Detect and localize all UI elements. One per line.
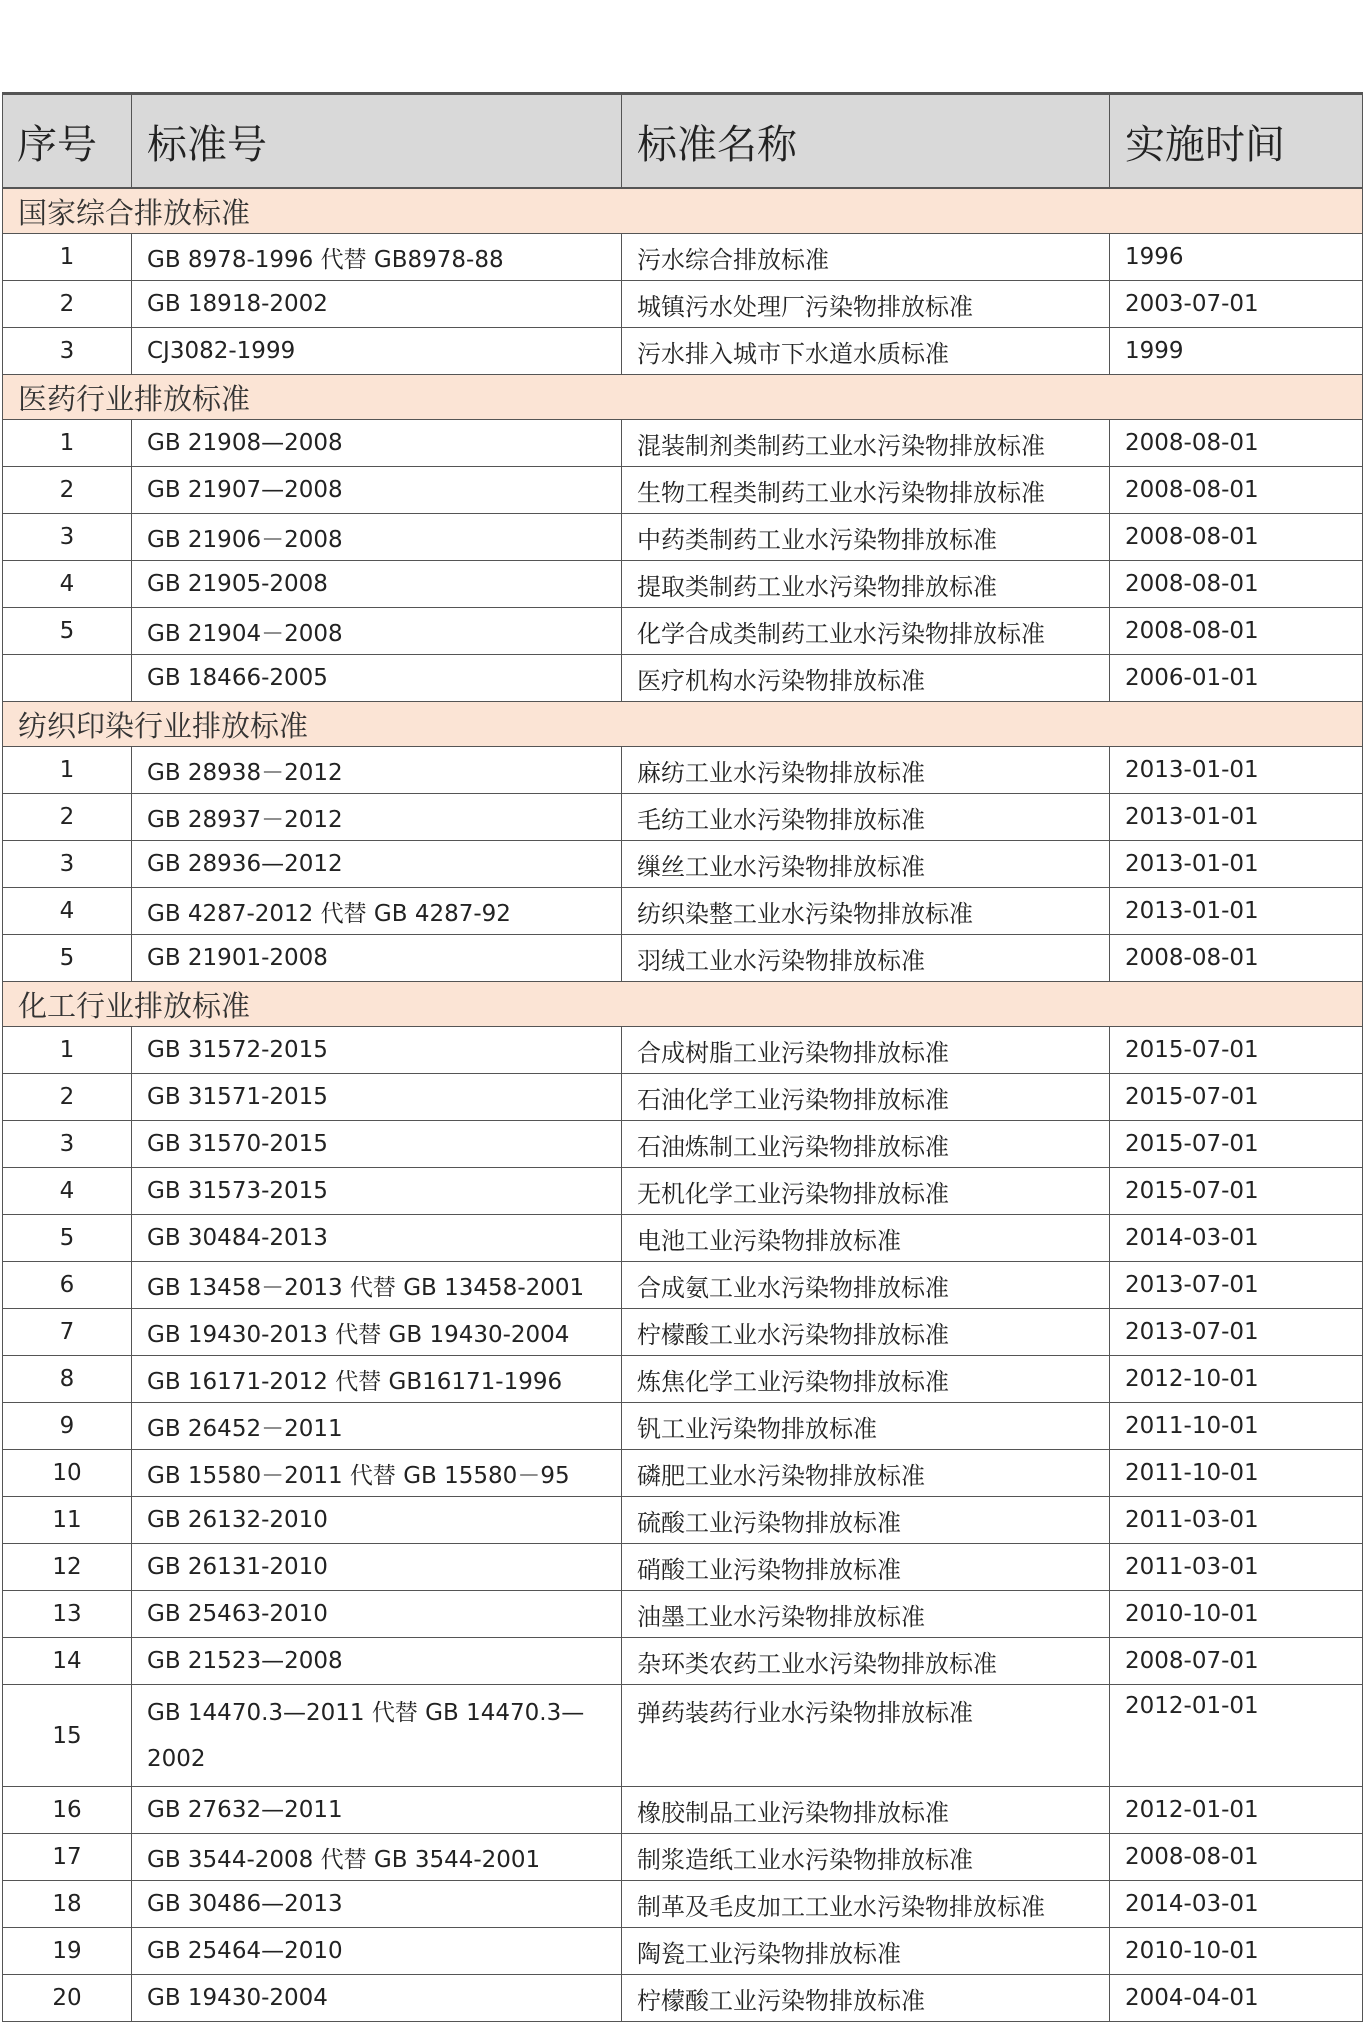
effective-date-cell: 2012-10-01 [1110,1356,1363,1403]
standard-name-cell: 钒工业污染物排放标准 [622,1403,1110,1450]
serial-no-cell: 2 [3,281,132,328]
standard-code-cell: GB 27632—2011 [132,1787,622,1834]
table-row [3,1309,1363,1356]
standard-code-cell: GB 13458－2013 代替 GB 13458-2001 [132,1262,622,1309]
category-title: 化工行业排放标准 [3,982,1363,1027]
effective-date-cell: 2012-01-01 [1110,1787,1363,1834]
effective-date-cell: 2015-07-01 [1110,1027,1363,1074]
standard-code-cell: GB 16171-2012 代替 GB16171-1996 [132,1356,622,1403]
serial-no-cell: 18 [3,1881,132,1928]
serial-no-cell: 4 [3,561,132,608]
effective-date-cell: 2011-03-01 [1110,1544,1363,1591]
serial-no-cell: 2 [3,794,132,841]
serial-no-cell: 5 [3,1215,132,1262]
serial-no-cell: 1 [3,420,132,467]
serial-no-cell: 2 [3,467,132,514]
effective-date-cell: 2013-07-01 [1110,1309,1363,1356]
standard-name-cell: 柠檬酸工业污染物排放标准 [622,1975,1110,2022]
effective-date-cell: 2008-08-01 [1110,1834,1363,1881]
effective-date-cell: 2008-07-01 [1110,1638,1363,1685]
standard-code-cell: GB 18466-2005 [132,655,622,702]
effective-date-cell: 2003-07-01 [1110,281,1363,328]
standard-code-cell: GB 21901-2008 [132,935,622,982]
standard-code-cell: GB 25463-2010 [132,1591,622,1638]
table-row [3,1638,1363,1685]
table-row [3,1544,1363,1591]
category-row [3,188,1363,234]
category-row [3,702,1363,747]
table-row [3,1262,1363,1309]
standard-code-cell: GB 25464—2010 [132,1928,622,1975]
standard-name-cell: 石油化学工业污染物排放标准 [622,1074,1110,1121]
standard-name-cell: 羽绒工业水污染物排放标准 [622,935,1110,982]
serial-no-cell: 4 [3,1168,132,1215]
standard-code-cell: GB 31570-2015 [132,1121,622,1168]
standard-code-cell: GB 26131-2010 [132,1544,622,1591]
table-row [3,1881,1363,1928]
table-row [3,655,1363,702]
standard-code-cell: GB 26132-2010 [132,1497,622,1544]
standard-code-cell: GB 21906－2008 [132,514,622,561]
serial-no-cell: 5 [3,608,132,655]
standard-name-cell: 柠檬酸工业水污染物排放标准 [622,1309,1110,1356]
standard-code-cell: GB 31573-2015 [132,1168,622,1215]
serial-no-cell: 17 [3,1834,132,1881]
standard-name-cell: 弹药装药行业水污染物排放标准 [622,1685,1110,1787]
category-title: 纺织印染行业排放标准 [3,702,1363,747]
effective-date-cell: 2010-10-01 [1110,1928,1363,1975]
serial-no-cell: 1 [3,747,132,794]
effective-date-cell: 1999 [1110,328,1363,375]
standard-code-cell: GB 4287-2012 代替 GB 4287-92 [132,888,622,935]
effective-date-cell: 2008-08-01 [1110,561,1363,608]
effective-date-cell: 2011-10-01 [1110,1450,1363,1497]
standard-code-cell: GB 3544-2008 代替 GB 3544-2001 [132,1834,622,1881]
serial-no-cell: 3 [3,328,132,375]
serial-no-cell: 2 [3,1074,132,1121]
effective-date-cell: 2013-01-01 [1110,841,1363,888]
table-header [3,94,1363,189]
standard-code-cell: GB 14470.3—2011 代替 GB 14470.3—2002 [132,1685,622,1787]
standard-name-cell: 电池工业污染物排放标准 [622,1215,1110,1262]
standard-name-cell: 硝酸工业污染物排放标准 [622,1544,1110,1591]
standard-code-cell: GB 28938－2012 [132,747,622,794]
standard-name-cell: 缫丝工业水污染物排放标准 [622,841,1110,888]
serial-no-cell: 1 [3,1027,132,1074]
table-row [3,1834,1363,1881]
table-row [3,841,1363,888]
serial-no-cell: 9 [3,1403,132,1450]
table-row [3,1027,1363,1074]
table-row [3,1074,1363,1121]
serial-no-cell: 19 [3,1928,132,1975]
effective-date-cell: 2015-07-01 [1110,1121,1363,1168]
effective-date-cell: 2013-01-01 [1110,794,1363,841]
effective-date-cell: 2011-03-01 [1110,1497,1363,1544]
table-row [3,1403,1363,1450]
table-row [3,1121,1363,1168]
serial-no-cell: 3 [3,841,132,888]
table-row [3,1215,1363,1262]
standard-name-cell: 杂环类农药工业水污染物排放标准 [622,1638,1110,1685]
standard-name-cell: 橡胶制品工业污染物排放标准 [622,1787,1110,1834]
table-row [3,1975,1363,2022]
standard-name-cell: 制浆造纸工业水污染物排放标准 [622,1834,1110,1881]
standard-name-cell: 石油炼制工业污染物排放标准 [622,1121,1110,1168]
standard-name-cell: 合成氨工业水污染物排放标准 [622,1262,1110,1309]
standard-name-cell: 纺织染整工业水污染物排放标准 [622,888,1110,935]
table-row [3,1497,1363,1544]
standard-name-cell: 污水排入城市下水道水质标准 [622,328,1110,375]
table-row [3,1356,1363,1403]
table-row [3,1685,1363,1787]
effective-date-cell: 2006-01-01 [1110,655,1363,702]
table-row [3,888,1363,935]
serial-no-cell: 13 [3,1591,132,1638]
standard-name-cell: 医疗机构水污染物排放标准 [622,655,1110,702]
standard-code-cell: GB 8978-1996 代替 GB8978-88 [132,234,622,281]
standard-name-cell: 中药类制药工业水污染物排放标准 [622,514,1110,561]
standard-code-cell: GB 21523—2008 [132,1638,622,1685]
standard-code-cell: GB 19430-2013 代替 GB 19430-2004 [132,1309,622,1356]
effective-date-cell: 2013-07-01 [1110,1262,1363,1309]
table-row [3,328,1363,375]
effective-date-cell: 1996 [1110,234,1363,281]
standard-code-cell: GB 21905-2008 [132,561,622,608]
serial-no-cell: 14 [3,1638,132,1685]
standard-name-cell: 油墨工业水污染物排放标准 [622,1591,1110,1638]
category-title: 国家综合排放标准 [3,188,1363,234]
standard-name-cell: 麻纺工业水污染物排放标准 [622,747,1110,794]
standard-name-cell: 炼焦化学工业污染物排放标准 [622,1356,1110,1403]
standard-name-cell: 城镇污水处理厂污染物排放标准 [622,281,1110,328]
category-row [3,375,1363,420]
standard-code-cell: GB 19430-2004 [132,1975,622,2022]
header-effective-date: 实施时间 [1110,94,1363,189]
effective-date-cell: 2008-08-01 [1110,514,1363,561]
effective-date-cell: 2008-08-01 [1110,935,1363,982]
serial-no-cell: 6 [3,1262,132,1309]
standard-code-cell: GB 21904－2008 [132,608,622,655]
table-row [3,467,1363,514]
table-row [3,608,1363,655]
table-row [3,747,1363,794]
effective-date-cell: 2013-01-01 [1110,888,1363,935]
serial-no-cell: 16 [3,1787,132,1834]
serial-no-cell: 7 [3,1309,132,1356]
effective-date-cell: 2015-07-01 [1110,1168,1363,1215]
standard-name-cell: 提取类制药工业水污染物排放标准 [622,561,1110,608]
standard-code-cell: GB 18918-2002 [132,281,622,328]
standard-name-cell: 污水综合排放标准 [622,234,1110,281]
category-title: 医药行业排放标准 [3,375,1363,420]
standard-code-cell: GB 31571-2015 [132,1074,622,1121]
serial-no-cell: 3 [3,1121,132,1168]
standard-name-cell: 陶瓷工业污染物排放标准 [622,1928,1110,1975]
serial-no-cell: 1 [3,234,132,281]
table-row [3,561,1363,608]
serial-no-cell: 5 [3,935,132,982]
category-row [3,982,1363,1027]
serial-no-cell [3,655,132,702]
table-row [3,234,1363,281]
table-row [3,794,1363,841]
table-row [3,1591,1363,1638]
standard-code-cell: GB 21908—2008 [132,420,622,467]
standard-name-cell: 无机化学工业污染物排放标准 [622,1168,1110,1215]
serial-no-cell: 8 [3,1356,132,1403]
effective-date-cell: 2015-07-01 [1110,1074,1363,1121]
header-serial-no: 序号 [3,94,132,189]
serial-no-cell: 15 [3,1685,132,1787]
effective-date-cell: 2014-03-01 [1110,1215,1363,1262]
standard-name-cell: 硫酸工业污染物排放标准 [622,1497,1110,1544]
effective-date-cell: 2012-01-01 [1110,1685,1363,1787]
serial-no-cell: 3 [3,514,132,561]
standard-name-cell: 混装制剂类制药工业水污染物排放标准 [622,420,1110,467]
header-standard-code: 标准号 [132,94,622,189]
standard-code-cell: GB 28937－2012 [132,794,622,841]
standard-code-cell: CJ3082-1999 [132,328,622,375]
standard-name-cell: 制革及毛皮加工工业水污染物排放标准 [622,1881,1110,1928]
table-row [3,281,1363,328]
effective-date-cell: 2014-03-01 [1110,1881,1363,1928]
table-row [3,420,1363,467]
header-standard-name: 标准名称 [622,94,1110,189]
standard-code-cell: GB 30486—2013 [132,1881,622,1928]
effective-date-cell: 2010-10-01 [1110,1591,1363,1638]
effective-date-cell: 2004-04-01 [1110,1975,1363,2022]
serial-no-cell: 4 [3,888,132,935]
effective-date-cell: 2008-08-01 [1110,467,1363,514]
standard-code-cell: GB 21907—2008 [132,467,622,514]
table-row [3,1168,1363,1215]
standard-name-cell: 生物工程类制药工业水污染物排放标准 [622,467,1110,514]
standard-code-cell: GB 28936—2012 [132,841,622,888]
effective-date-cell: 2008-08-01 [1110,608,1363,655]
table-row [3,1787,1363,1834]
standard-name-cell: 化学合成类制药工业水污染物排放标准 [622,608,1110,655]
standards-table-container [2,92,1362,2022]
standard-code-cell: GB 26452－2011 [132,1403,622,1450]
serial-no-cell: 11 [3,1497,132,1544]
effective-date-cell: 2011-10-01 [1110,1403,1363,1450]
serial-no-cell: 12 [3,1544,132,1591]
standard-code-cell: GB 31572-2015 [132,1027,622,1074]
table-body [3,188,1363,2022]
table-row [3,514,1363,561]
table-row [3,935,1363,982]
table-row [3,1450,1363,1497]
serial-no-cell: 20 [3,1975,132,2022]
effective-date-cell: 2013-01-01 [1110,747,1363,794]
table-row [3,1928,1363,1975]
standards-table [2,92,1363,2022]
standard-code-cell: GB 30484-2013 [132,1215,622,1262]
serial-no-cell: 10 [3,1450,132,1497]
standard-name-cell: 毛纺工业水污染物排放标准 [622,794,1110,841]
effective-date-cell: 2008-08-01 [1110,420,1363,467]
standard-name-cell: 合成树脂工业污染物排放标准 [622,1027,1110,1074]
standard-name-cell: 磷肥工业水污染物排放标准 [622,1450,1110,1497]
standard-code-cell: GB 15580－2011 代替 GB 15580－95 [132,1450,622,1497]
